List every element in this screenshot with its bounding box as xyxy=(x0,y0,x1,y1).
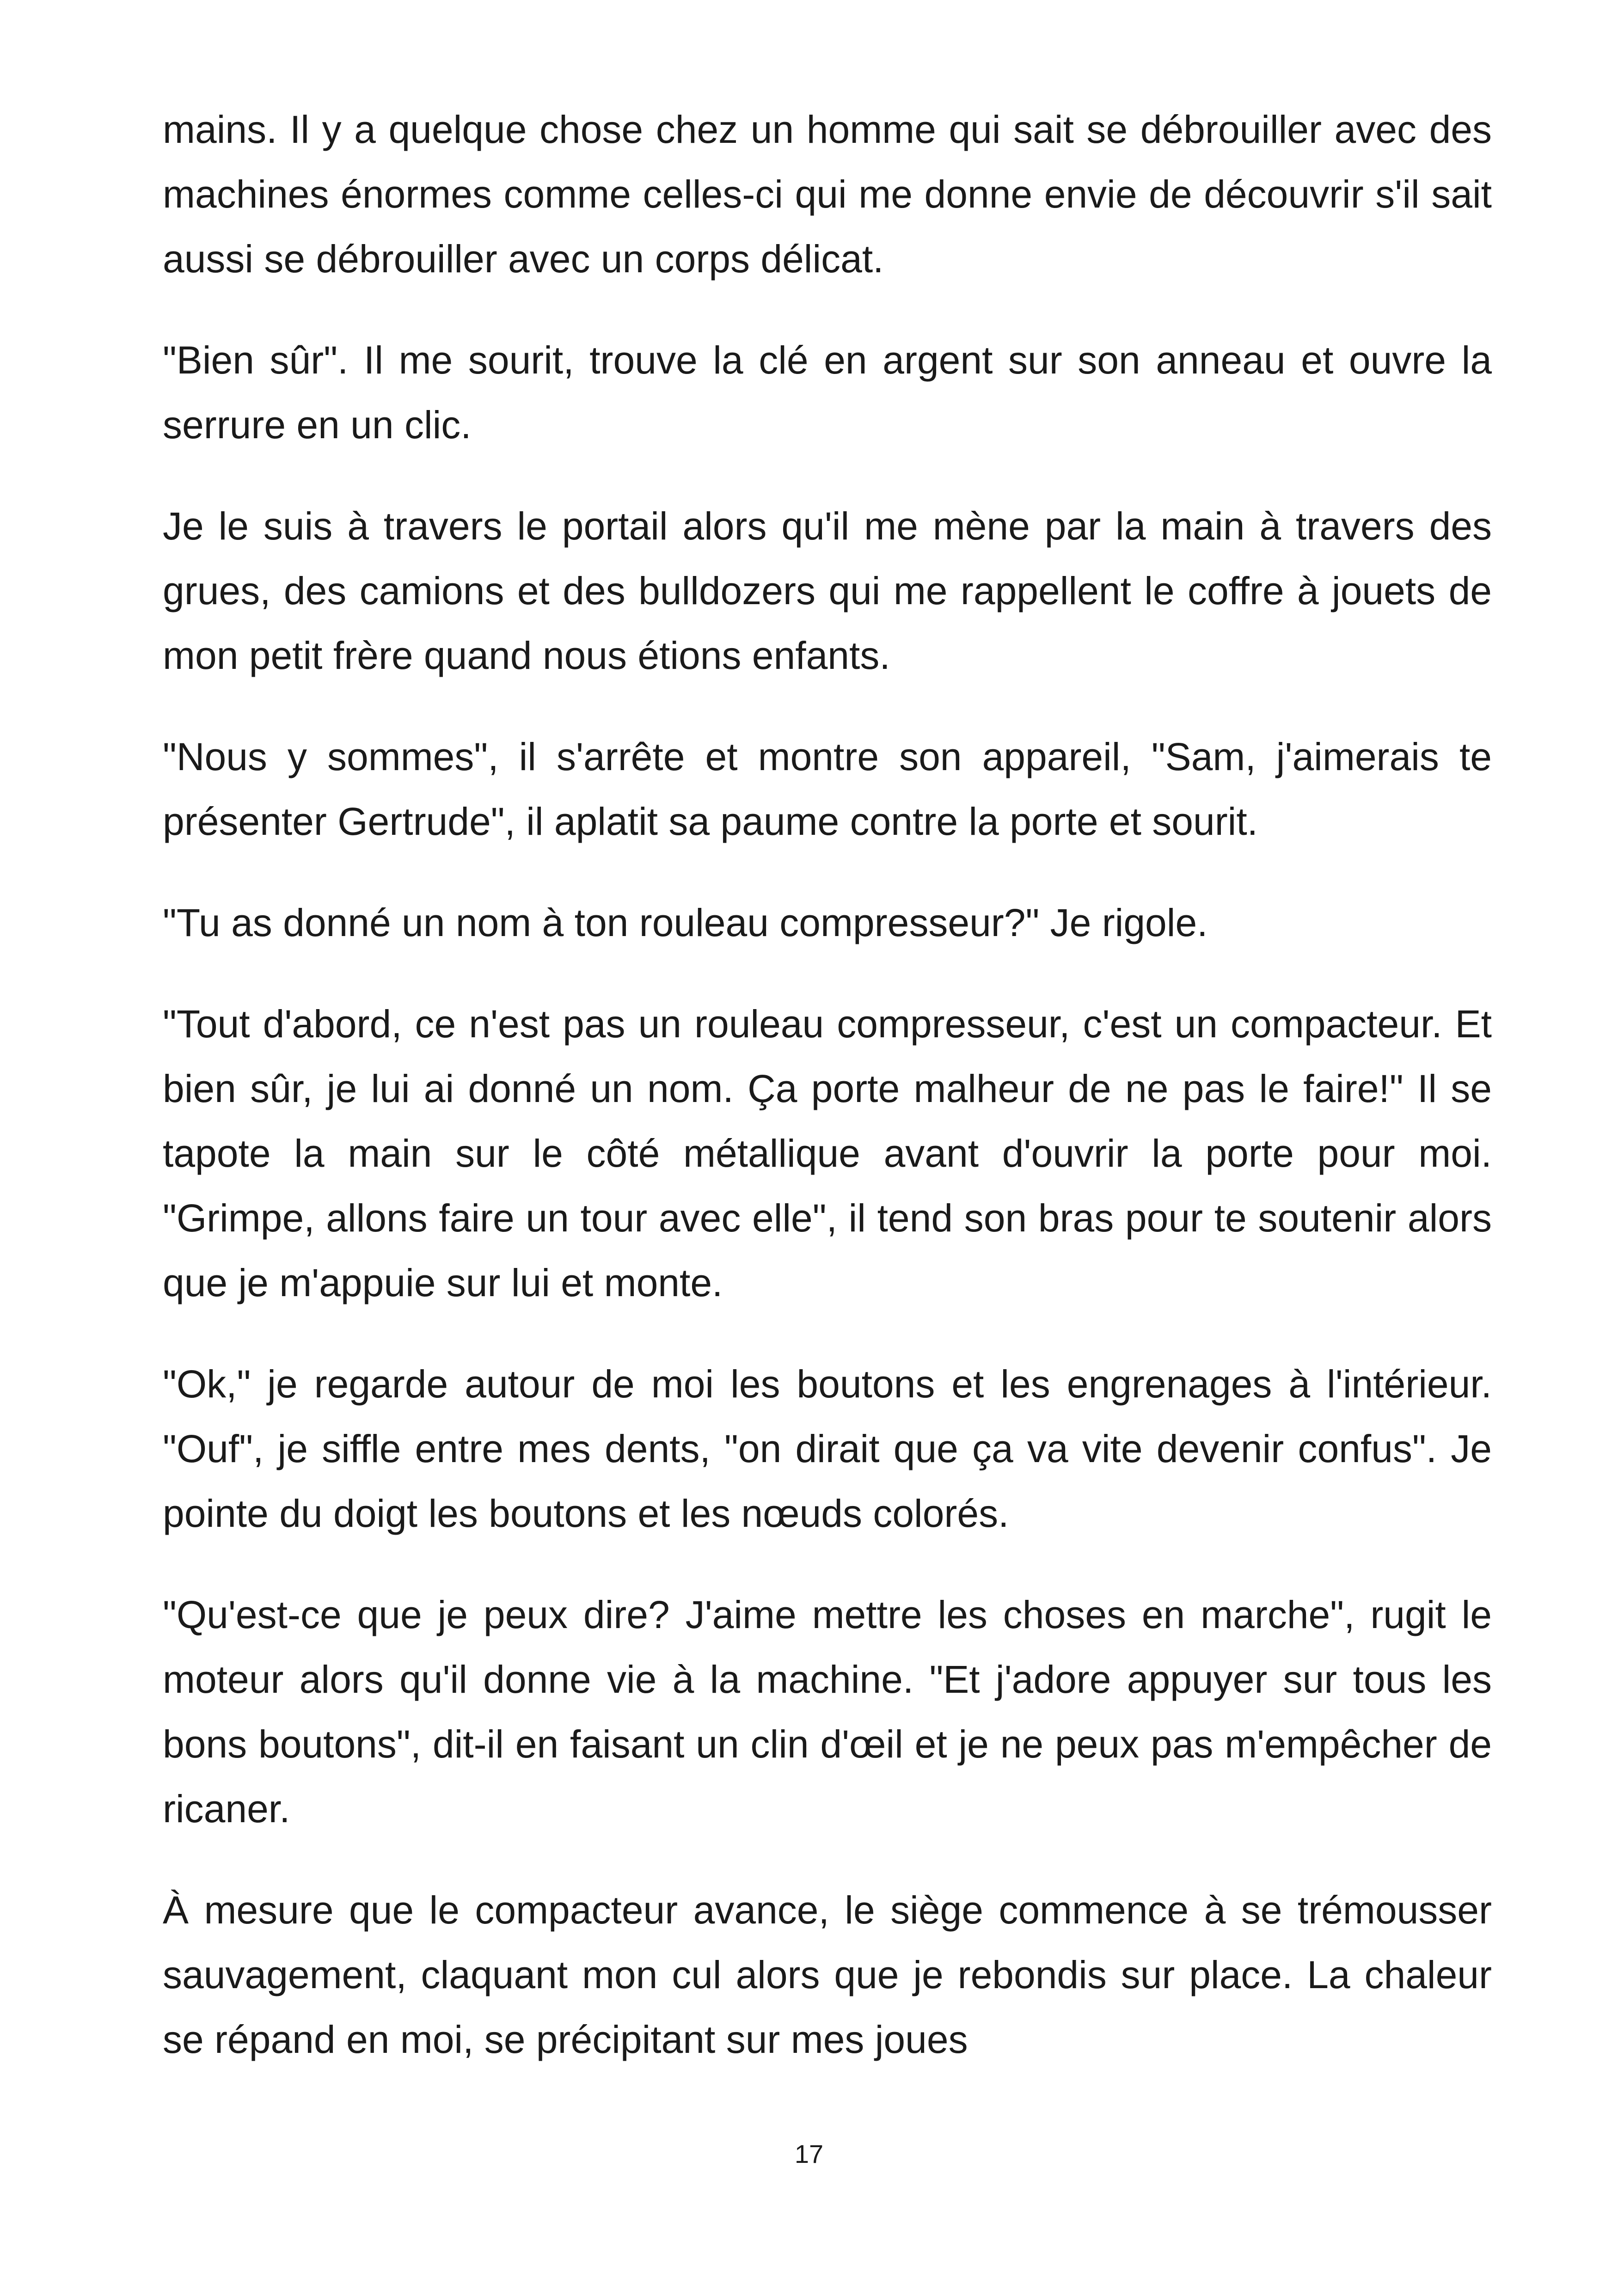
paragraph-3: Je le suis à travers le portail alors qu'il me mène par la main à travers des grues, des camions et des bulldozers qui me rappellent le coffre à jouets de mon petit frère quand nous étions enfants. xyxy=(163,504,1492,677)
paragraph-9: À mesure que le compacteur avance, le siège commence à se trémousser sauvagement, claquant mon cul alors que je rebondis sur place. La chaleur se répand en moi, se précipitant sur mes joues xyxy=(163,1888,1492,2061)
paragraph-2: "Bien sûr". Il me sourit, trouve la clé en argent sur son anneau et ouvre la serrure en un clic. xyxy=(163,338,1492,447)
page-body xyxy=(163,97,1492,2108)
paragraph-1: mains. Il y a quelque chose chez un homme qui sait se débrouiller avec des machines énormes comme celles-ci qui me donne envie de découvrir s'il sait aussi se débrouiller avec un corps délicat. xyxy=(163,108,1492,281)
page-number: 17 xyxy=(794,2139,824,2168)
paragraph-8: "Qu'est-ce que je peux dire? J'aime mettre les choses en marche", rugit le moteur alors qu'il donne vie à la machine. "Et j'adore appuyer sur tous les bons boutons", dit-il en faisant un clin d'œil et je ne peux pas m'empêcher de ricaner. xyxy=(163,1593,1492,1831)
paragraph-7: "Ok," je regarde autour de moi les boutons et les engrenages à l'intérieur. "Ouf", je siffle entre mes dents, "on dirait que ça va vite devenir confus". Je pointe du doigt les boutons et les nœuds colorés. xyxy=(163,1362,1492,1535)
paragraph-4: "Nous y sommes", il s'arrête et montre son appareil, "Sam, j'aimerais te présenter Gertrude", il aplatit sa paume contre la porte et sourit. xyxy=(163,735,1492,843)
paragraph-5: "Tu as donné un nom à ton rouleau compresseur?" Je rigole. xyxy=(163,901,1208,944)
paragraph-6: "Tout d'abord, ce n'est pas un rouleau compresseur, c'est un compacteur. Et bien sûr, je lui ai donné un nom. Ça porte malheur de ne pas le faire!" Il se tapote la main sur le côté métallique avant d'ouvrir la porte pour moi. "Grimpe, allons faire un tour avec elle", il tend son bras pour te soutenir alors que je m'appuie sur lui et monte. xyxy=(163,1002,1492,1304)
